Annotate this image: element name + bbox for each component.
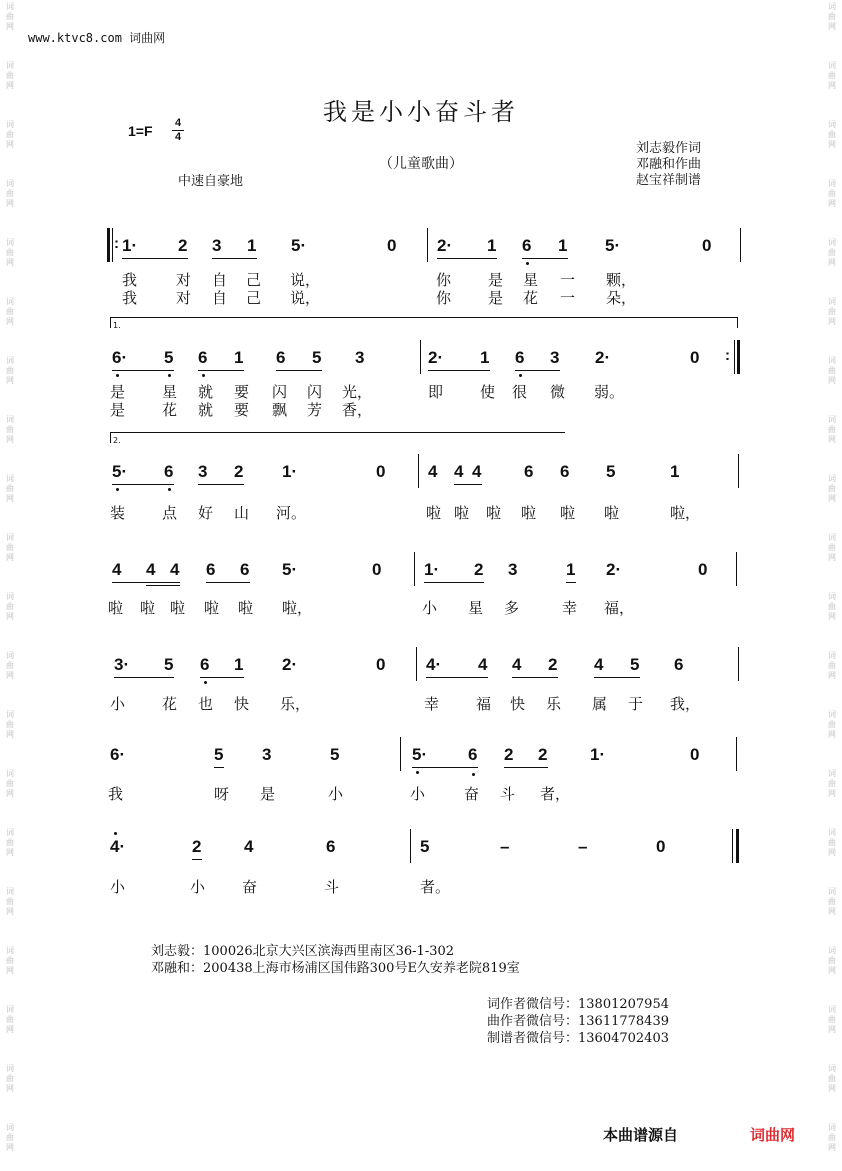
- barline: [738, 454, 739, 488]
- song-title: 我是小小奋斗者: [323, 98, 519, 126]
- note: 2: [474, 560, 484, 579]
- watermark-text: 词曲网: [828, 179, 836, 208]
- note: 2: [234, 462, 244, 481]
- repeat-end-barline: [737, 340, 740, 374]
- composer-address: 邓融和：200438上海市杨浦区国伟路300号E久安养老院819室: [151, 961, 520, 976]
- watermark-text: 词曲网: [828, 533, 836, 562]
- note: 3·: [114, 655, 130, 674]
- note: 5·: [605, 236, 621, 255]
- watermark-text: 词曲网: [6, 120, 14, 149]
- watermark-text: 词曲网: [828, 61, 836, 90]
- underline-beam: [112, 582, 180, 583]
- note: 5: [164, 348, 174, 367]
- note: 3: [508, 560, 518, 579]
- note: 6: [524, 462, 534, 481]
- watermark-text: 词曲网: [6, 356, 14, 385]
- note: 6·: [110, 745, 126, 764]
- underline-beam: [214, 767, 224, 768]
- note: 1: [234, 348, 244, 367]
- staff-row-4: [110, 552, 742, 592]
- note: 6: [560, 462, 570, 481]
- watermark-text: 词曲网: [828, 1064, 836, 1093]
- lyrics-row-2-verse-1: 是 星 就 要 闪 闪 光， 即 使 很 微 弱。: [110, 383, 625, 401]
- lyrics-row-6: 我 呀 是 小 小 奋 斗 者，: [108, 785, 571, 803]
- note: 4·: [426, 655, 442, 674]
- time-signature-bottom: 4: [172, 130, 184, 144]
- watermark-text: 词曲网: [828, 828, 836, 857]
- dash: –: [500, 837, 510, 856]
- lyrics-row-1-verse-1: 我 对 自 己 说， 你 是 星 一 颗，: [122, 271, 637, 289]
- watermark-text: 词曲网: [6, 1064, 14, 1093]
- note: 5·: [412, 745, 428, 764]
- note: 3: [198, 462, 208, 481]
- repeat-sign: :: [114, 235, 119, 252]
- note: 6: [206, 560, 216, 579]
- lyrics-row-5: 小 花 也 快 乐， 幸 福 快 乐 属 于 我，: [110, 695, 701, 713]
- note: 1·: [590, 745, 606, 764]
- note: 1: [247, 236, 257, 255]
- footer-brand-link[interactable]: 词曲网: [750, 1126, 796, 1144]
- staff-row-2: [110, 340, 742, 380]
- watermark-text: 词曲网: [828, 887, 836, 916]
- staff-row-6: [110, 737, 742, 777]
- note: 5: [312, 348, 322, 367]
- note: 2: [178, 236, 188, 255]
- low-octave-dot: [204, 681, 207, 684]
- lyrics-row-4: 啦 啦 啦 啦 啦 啦， 小 星 多 幸 福，: [108, 599, 635, 617]
- low-octave-dot: [116, 374, 119, 377]
- first-ending-bracket: [110, 317, 738, 328]
- barline: [420, 340, 421, 374]
- barline: [418, 454, 419, 488]
- barline: [736, 552, 737, 586]
- watermark-text: 词曲网: [6, 61, 14, 90]
- staff-row-7: [110, 829, 742, 869]
- note: 4: [512, 655, 522, 674]
- note: 6: [198, 348, 208, 367]
- note: 5: [214, 745, 224, 764]
- watermark-text: 词曲网: [828, 2, 836, 31]
- barline: [738, 647, 739, 681]
- watermark-text: 词曲网: [828, 592, 836, 621]
- note: 1: [670, 462, 680, 481]
- barline: [736, 737, 737, 771]
- note: 2·: [595, 348, 611, 367]
- note: 1·: [282, 462, 298, 481]
- underline-beam: [437, 258, 497, 259]
- note: 2·: [428, 348, 444, 367]
- underline-beam: [206, 582, 250, 583]
- watermark-text: 词曲网: [828, 1123, 836, 1152]
- watermark-text: 词曲网: [828, 356, 836, 385]
- note: 1: [480, 348, 490, 367]
- first-ending-label: 1.: [113, 321, 121, 330]
- low-octave-dot: [416, 771, 419, 774]
- note: 4·: [110, 837, 126, 856]
- underline-beam: [522, 258, 568, 259]
- watermark-text: 词曲网: [828, 946, 836, 975]
- arranger-credit: 赵宝祥制谱: [636, 173, 702, 188]
- arranger-wechat: 制谱者微信号：13604702403: [487, 1031, 669, 1046]
- staff-row-3: [110, 454, 742, 494]
- underline-beam-double: [146, 585, 180, 586]
- underline-beam: [276, 370, 322, 371]
- barline: [112, 228, 113, 262]
- lyrics-row-2-verse-2: 是 花 就 要 飘 芳 香，: [110, 401, 373, 419]
- watermark-text: 词曲网: [828, 710, 836, 739]
- watermark-text: 词曲网: [828, 415, 836, 444]
- note: 0: [376, 462, 386, 481]
- second-ending-bracket: [110, 432, 565, 443]
- watermark-text: 词曲网: [828, 297, 836, 326]
- note: 0: [702, 236, 712, 255]
- watermark-text: 词曲网: [6, 828, 14, 857]
- watermark-text: 词曲网: [828, 1005, 836, 1034]
- note: 0: [376, 655, 386, 674]
- note: 6: [522, 236, 532, 255]
- note: 6: [515, 348, 525, 367]
- watermark-text: 词曲网: [6, 297, 14, 326]
- staff-row-5: [110, 647, 742, 687]
- note: 2: [548, 655, 558, 674]
- underline-beam: [426, 677, 488, 678]
- lyrics-row-7: 小 小 奋 斗 者。: [110, 878, 451, 896]
- barline: [414, 552, 415, 586]
- barline: [740, 228, 741, 262]
- watermark-text: 词曲网: [6, 1005, 14, 1034]
- note: 6: [200, 655, 210, 674]
- composer-wechat: 曲作者微信号：13611778439: [487, 1014, 669, 1029]
- note: 4: [170, 560, 180, 579]
- note: 3: [355, 348, 365, 367]
- note: 3: [550, 348, 560, 367]
- note: 5: [606, 462, 616, 481]
- repeat-sign: :: [725, 347, 730, 364]
- note: 4: [454, 462, 464, 481]
- note: 1: [558, 236, 568, 255]
- underline-beam: [566, 582, 576, 583]
- note: 1: [487, 236, 497, 255]
- note: 6: [468, 745, 478, 764]
- note: 2: [504, 745, 514, 764]
- note: 2·: [606, 560, 622, 579]
- note: 2: [192, 837, 202, 856]
- underline-beam: [428, 370, 490, 371]
- note: 6·: [112, 348, 128, 367]
- note: 6: [326, 837, 336, 856]
- dash: –: [578, 837, 588, 856]
- watermark-text: 词曲网: [828, 474, 836, 503]
- note: 4: [146, 560, 156, 579]
- watermark-text: 词曲网: [828, 120, 836, 149]
- high-octave-dot: [114, 832, 117, 835]
- note: 1·: [122, 236, 138, 255]
- underline-beam: [515, 370, 560, 371]
- underline-beam: [198, 484, 244, 485]
- time-signature: [172, 117, 184, 144]
- note: 0: [387, 236, 397, 255]
- barline: [427, 228, 428, 262]
- low-octave-dot: [116, 488, 119, 491]
- watermark-text: 词曲网: [6, 710, 14, 739]
- note: 2·: [437, 236, 453, 255]
- lyrics-row-1-verse-2: 我 对 自 己 说， 你 是 花 一 朵，: [122, 289, 637, 307]
- underline-beam: [112, 484, 174, 485]
- note: 5·: [282, 560, 298, 579]
- note: 5: [164, 655, 174, 674]
- note: 6: [164, 462, 174, 481]
- underline-beam: [114, 677, 174, 678]
- lyrics-row-3: 装 点 好 山 河。 啦 啦 啦 啦 啦 啦 啦，: [110, 504, 701, 522]
- barline: [416, 647, 417, 681]
- note: 5: [420, 837, 430, 856]
- note: 2: [538, 745, 548, 764]
- barline: [410, 829, 411, 863]
- watermark-text: 词曲网: [828, 769, 836, 798]
- underline-beam: [198, 370, 244, 371]
- lyricist-address: 刘志毅：100026北京大兴区滨海西里南区36-1-302: [151, 944, 455, 959]
- watermark-text: 词曲网: [6, 592, 14, 621]
- watermark-text: 词曲网: [828, 651, 836, 680]
- note: 1: [234, 655, 244, 674]
- underline-beam: [424, 582, 484, 583]
- key-signature: 1=F: [128, 123, 153, 139]
- note: 0: [372, 560, 382, 579]
- low-octave-dot: [202, 374, 205, 377]
- note: 3: [262, 745, 272, 764]
- underline-beam: [122, 258, 188, 259]
- note: 6: [674, 655, 684, 674]
- tempo-marking: 中速自豪地: [178, 174, 244, 189]
- note: 1: [566, 560, 576, 579]
- underline-beam: [504, 767, 548, 768]
- underline-beam: [412, 767, 478, 768]
- watermark-text: 词曲网: [6, 179, 14, 208]
- watermark-text: 词曲网: [6, 769, 14, 798]
- watermark-text: 词曲网: [6, 238, 14, 267]
- subtitle: （儿童歌曲）: [379, 156, 463, 172]
- watermark-text: 词曲网: [6, 415, 14, 444]
- note: 5·: [112, 462, 128, 481]
- note: 4: [244, 837, 254, 856]
- watermark-text: 词曲网: [6, 1123, 14, 1152]
- note: 6: [240, 560, 250, 579]
- lyricist-credit: 刘志毅作词: [636, 141, 702, 156]
- repeat-start-barline: [107, 228, 110, 262]
- note: 6: [276, 348, 286, 367]
- second-ending-label: 2.: [113, 436, 121, 445]
- underline-beam: [212, 258, 257, 259]
- note: 4: [478, 655, 488, 674]
- final-barline: [736, 829, 739, 863]
- barline: [400, 737, 401, 771]
- watermark-text: 词曲网: [828, 238, 836, 267]
- note: 0: [690, 745, 700, 764]
- lyricist-wechat: 词作者微信号：13801207954: [487, 997, 669, 1012]
- watermark-text: 词曲网: [6, 887, 14, 916]
- low-octave-dot: [168, 374, 171, 377]
- note: 4: [112, 560, 122, 579]
- note: 3: [212, 236, 222, 255]
- note: 0: [698, 560, 708, 579]
- site-header[interactable]: www.ktvc8.com 词曲网: [28, 31, 166, 45]
- underline-beam: [512, 677, 558, 678]
- staff-row-1: [110, 228, 742, 268]
- low-octave-dot: [519, 374, 522, 377]
- note: 0: [656, 837, 666, 856]
- underline-beam: [200, 677, 244, 678]
- underline-beam: [454, 484, 482, 485]
- barline: [734, 340, 735, 374]
- watermark-text: 词曲网: [6, 2, 14, 31]
- footer-source-label: 本曲谱源自: [603, 1126, 679, 1144]
- note: 4: [428, 462, 438, 481]
- note: 1·: [424, 560, 440, 579]
- barline: [732, 829, 733, 863]
- watermark-text: 词曲网: [6, 651, 14, 680]
- watermark-text: 词曲网: [6, 474, 14, 503]
- composer-credit: 邓融和作曲: [636, 157, 702, 172]
- note: 5·: [291, 236, 307, 255]
- note: 0: [690, 348, 700, 367]
- note: 4: [472, 462, 482, 481]
- underline-beam: [192, 859, 202, 860]
- low-octave-dot: [526, 262, 529, 265]
- time-signature-top: 4: [174, 117, 182, 129]
- watermark-text: 词曲网: [6, 533, 14, 562]
- note: 2·: [282, 655, 298, 674]
- note: 4: [594, 655, 604, 674]
- underline-beam: [112, 370, 174, 371]
- low-octave-dot: [168, 488, 171, 491]
- watermark-text: 词曲网: [6, 946, 14, 975]
- note: 5: [630, 655, 640, 674]
- underline-beam: [594, 677, 640, 678]
- note: 5: [330, 745, 340, 764]
- low-octave-dot: [472, 773, 475, 776]
